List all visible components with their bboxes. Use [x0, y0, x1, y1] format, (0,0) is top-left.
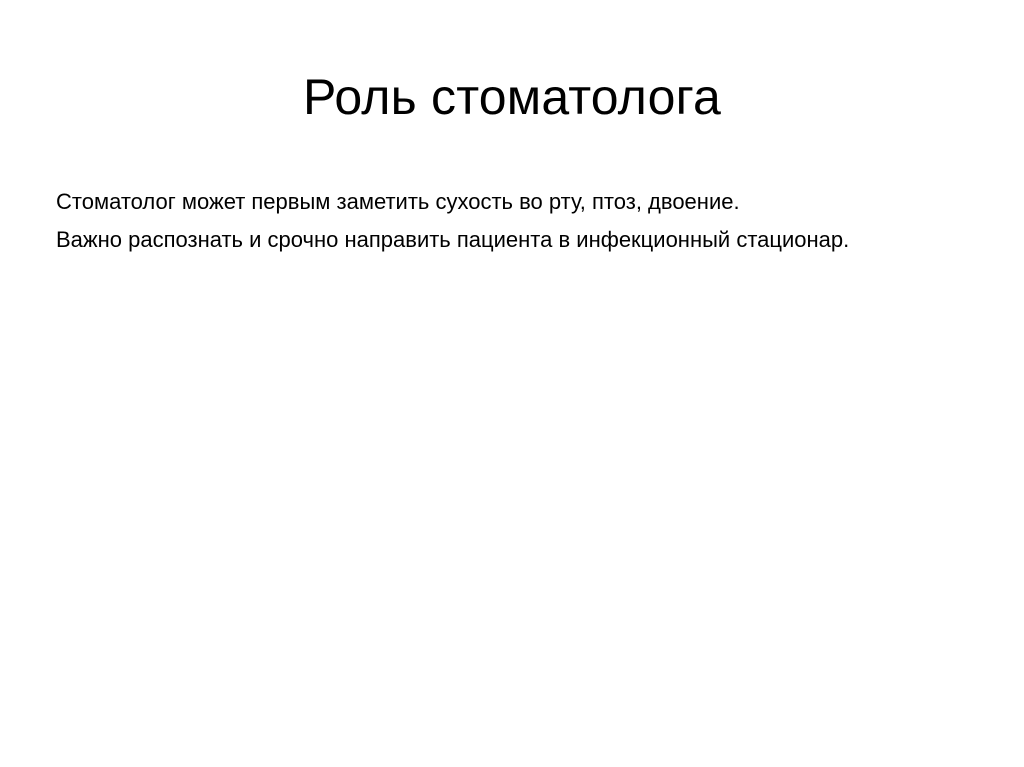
- slide-body: [56, 184, 916, 258]
- body-paragraph: Стоматолог может первым заметить сухость во рту, птоз, двоение.: [56, 189, 740, 214]
- body-paragraph: Важно распознать и срочно направить пациента в инфекционный стационар.: [56, 227, 850, 252]
- slide-title: Роль стоматолога: [303, 69, 721, 125]
